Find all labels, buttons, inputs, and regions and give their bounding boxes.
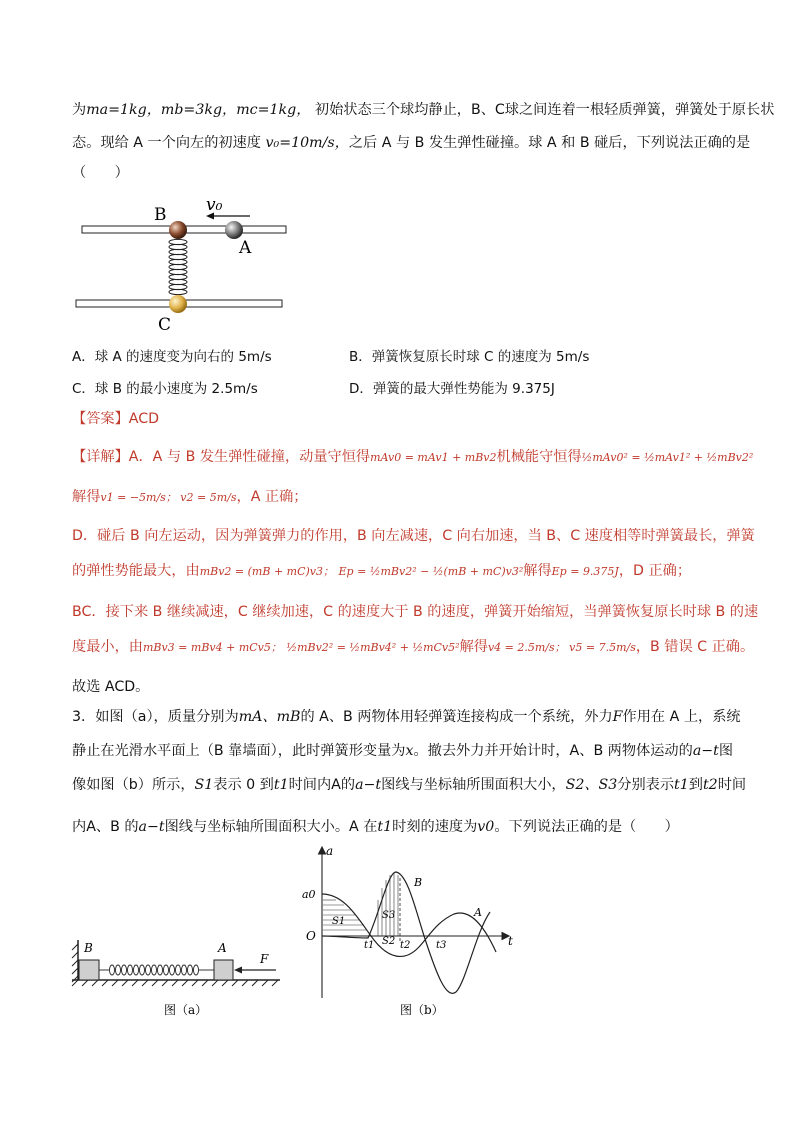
initial-velocity: v₀=10m/s， xyxy=(265,135,349,151)
q2-answer-blank: （ ） xyxy=(72,165,129,181)
option-d[interactable]: D．弹簧的最大弹性势能为 9.375J xyxy=(349,381,555,397)
eq-energy: ½mAv0² = ½mAv1² + ½mBv2² xyxy=(581,451,754,464)
q2-line-1: 为ma=1kg，mb=3kg，mc=1kg， 初始状态三个球均静止，B、C球之间连着一根轻质弹簧，弹簧处于原长状 xyxy=(72,102,775,118)
eq-bc1: mBv3 = mBv4 + mCv5； xyxy=(142,641,282,654)
axis-label-t: t xyxy=(508,934,513,948)
q3-line-2: 静止在光滑水平面上（B 靠墙面），此时弹簧形变量为x。撤去外力并开始计时，A、B 两物体运动的a−t图 xyxy=(72,743,734,759)
detail-d-line-2: 的弹性势能最大，由mBv2 = (mB + mC)v3； Ep = ½mBv2² − ½(mB + mC)v3²解得Ep = 9.375J，D 正确； xyxy=(72,563,692,579)
q3-line-3: 像如图（b）所示，S1表示 0 到t1时间内A的a−t图线与坐标轴所围面积大小，S2、S3分别表示t1到t2时间 xyxy=(72,777,747,793)
origin-label: O xyxy=(306,929,316,943)
solve-a-line: 解得v1 = −5m/s； v2 = 5m/s，A 正确； xyxy=(72,489,308,505)
caption-a: 图（a） xyxy=(164,1003,208,1017)
label-b: B xyxy=(84,941,93,955)
answer-line: 【答案】ACD xyxy=(72,411,160,427)
option-b[interactable]: B．弹簧恢复原长时球 C 的速度为 5m/s xyxy=(349,349,590,365)
conclusion-line: 故选 ACD。 xyxy=(72,679,150,695)
block-b xyxy=(79,960,99,980)
spring xyxy=(99,965,214,975)
mass-values: ma=1kg，mb=3kg，mc=1kg， xyxy=(86,102,311,118)
result-a: v1 = −5m/s； v2 = 5m/s xyxy=(100,491,237,504)
ground-hatch xyxy=(72,980,278,986)
ball-a xyxy=(225,221,243,239)
a0-label: a0 xyxy=(302,888,316,901)
detail-d-line-1: D．碰后 B 向左运动，因为弹簧弹力的作用，B 向左减速，C 向右加速，当 B、C 速度相等时弹簧最长，弹簧 xyxy=(72,528,755,544)
axis-label-a: a xyxy=(326,844,334,858)
detail-bc-line-1: BC．接下来 B 继续减速，C 继续加速，C 的速度大于 B 的速度，弹簧开始缩短，当弹簧恢复原长时球 B 的速 xyxy=(72,604,759,620)
q3-line-1: 3．如图（a），质量分别为mA、mB的 A、B 两物体用轻弹簧连接构成一个系统，外力F作用在 A 上，系统 xyxy=(72,709,741,725)
eq-momentum: mAv0 = mAv1 + mBv2 xyxy=(370,451,497,464)
s3-label: S3 xyxy=(382,910,396,921)
block-a xyxy=(214,960,233,980)
detail-a-line: 【详解】A．A 与 B 发生弹性碰撞，动量守恒得mAv0 = mAv1 + mBv2机械能守恒得½mAv0² = ½mAv1² + ½mBv2² xyxy=(72,449,754,465)
label-c: C xyxy=(158,315,172,335)
ball-c xyxy=(169,295,187,313)
ball-b xyxy=(169,221,187,239)
curve-b xyxy=(322,872,490,993)
result-d: Ep = 9.375J xyxy=(551,565,619,578)
curve-a-label: A xyxy=(474,906,482,919)
q3-line-4: 内A、B 的a−t图线与坐标轴所围面积大小。A 在t1时刻的速度为v0。下列说法正确的是（ ） xyxy=(72,819,679,835)
label-f: F xyxy=(260,952,269,966)
detail-bc-line-2: 度最小，由mBv3 = mBv4 + mCv5； ½mBv2² = ½mBv4² + ½mCv5²解得v4 = 2.5m/s； v5 = 7.5m/s，B 错误 C 正确。 xyxy=(72,639,755,655)
caption-b: 图（b） xyxy=(400,1003,444,1017)
t1-label: t1 xyxy=(364,940,375,951)
q3-figure-a xyxy=(68,930,288,1020)
s2-label: S2 xyxy=(382,936,396,947)
label-a: A xyxy=(218,941,227,955)
option-a[interactable]: A．球 A 的速度变为向右的 5m/s xyxy=(72,349,272,365)
spring xyxy=(169,239,187,294)
label-b: B xyxy=(154,205,167,225)
wall-hatch xyxy=(72,944,78,982)
option-c[interactable]: C．球 B 的最小速度为 2.5m/s xyxy=(72,381,258,397)
result-bc: v4 = 2.5m/s； v5 = 7.5m/s xyxy=(487,641,636,654)
eq-d1: mBv2 = (mB + mC)v3； xyxy=(199,565,335,578)
t3-label: t3 xyxy=(436,940,447,951)
q2-line-2: 态。现给 A 一个向左的初速度 v₀=10m/s，之后 A 与 B 发生弹性碰撞。球 A 和 B 碰后，下列说法正确的是 xyxy=(72,135,751,151)
q3-figure-b xyxy=(296,842,526,1022)
s1-label: S1 xyxy=(332,916,346,927)
force-arrow-head xyxy=(234,967,242,974)
label-v0: v₀ xyxy=(206,195,223,215)
t2-label: t2 xyxy=(400,940,411,951)
q2-figure xyxy=(72,190,302,335)
curve-b-label: B xyxy=(414,876,423,889)
label-a: A xyxy=(239,238,252,258)
eq-bc2: ½mBv2² = ½mBv4² + ½mCv5² xyxy=(286,641,460,654)
eq-d2: Ep = ½mBv2² − ½(mB + mC)v3² xyxy=(338,565,524,578)
